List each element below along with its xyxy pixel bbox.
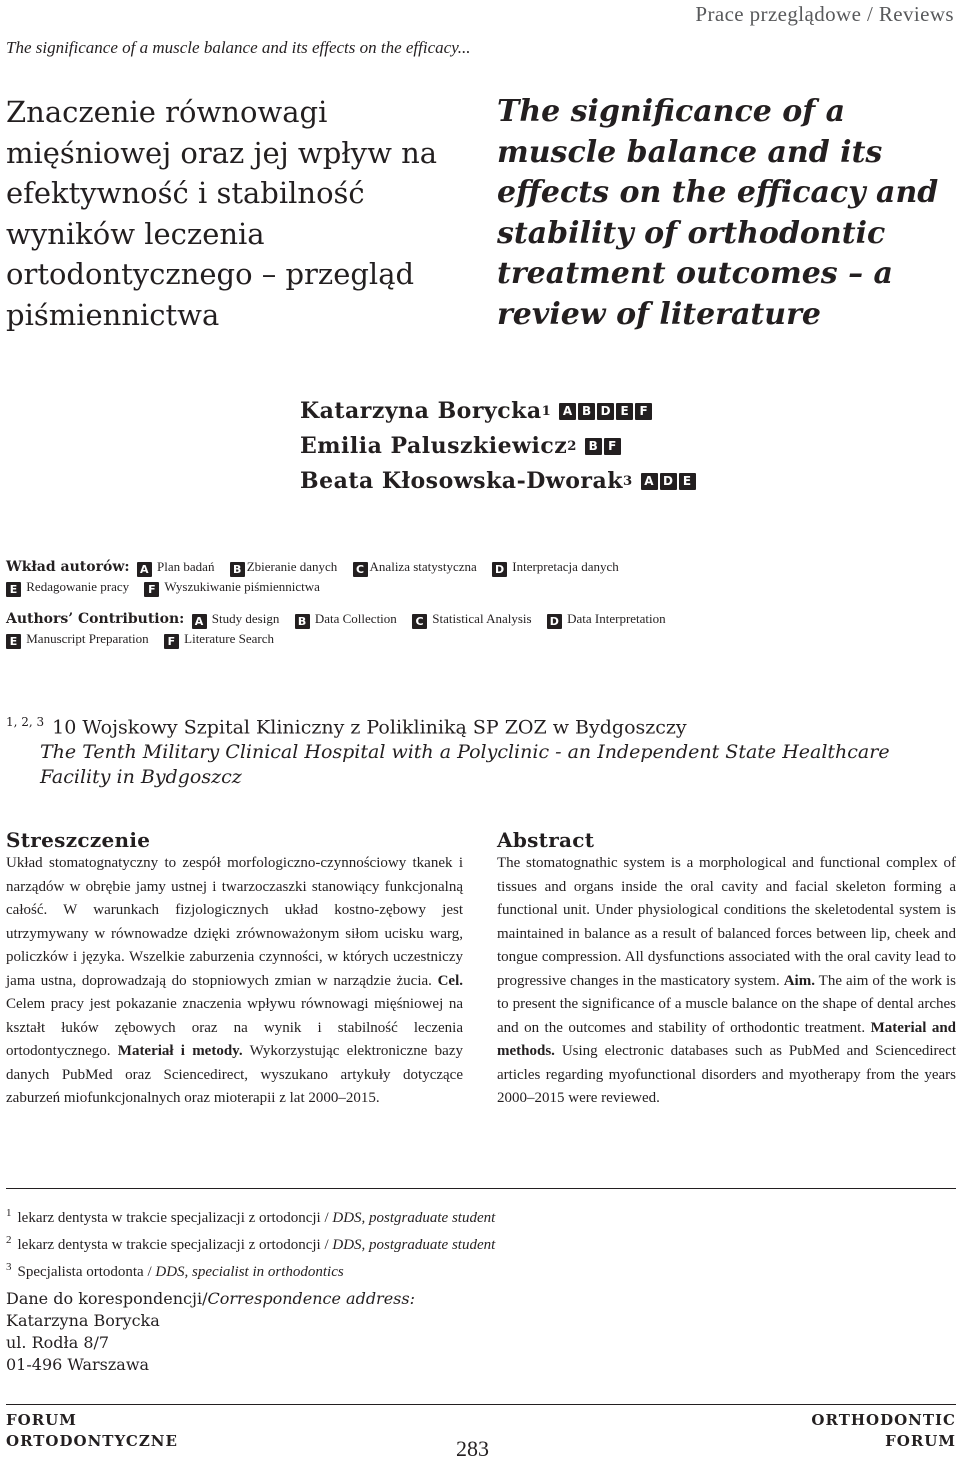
footnote-pl: lekarz dentysta w trakcie specjalizacji z ortodoncji / bbox=[17, 1210, 333, 1226]
abstract-pl-methods-label: Materiał i metody. bbox=[117, 1043, 243, 1059]
code-badge: B bbox=[585, 438, 602, 455]
footnote-en: DDS, postgraduate student bbox=[332, 1237, 496, 1253]
affiliation bbox=[6, 710, 956, 790]
code-badge: E bbox=[6, 634, 21, 649]
author-contribution-codes bbox=[559, 403, 652, 420]
footnote-pl: Specjalista ortodonta / bbox=[17, 1264, 156, 1280]
code-badge: E bbox=[679, 473, 696, 490]
correspondence bbox=[6, 1288, 415, 1376]
contribution-label: Wkład autorów: bbox=[6, 559, 130, 575]
abstract-pl bbox=[6, 828, 463, 1111]
legend-text: Study design bbox=[211, 611, 280, 626]
code-badge: E bbox=[616, 403, 633, 420]
abstract-en-body bbox=[497, 852, 956, 1111]
footnote-number: 2 bbox=[6, 1234, 12, 1246]
correspondence-label-en: Correspondence address: bbox=[207, 1289, 415, 1308]
footer-left-line: ORTODONTYCZNE bbox=[6, 1432, 178, 1450]
abstract-en-aim-label: Aim. bbox=[783, 972, 815, 989]
footnote-en: DDS, specialist in orthodontics bbox=[155, 1264, 344, 1280]
author-name: Katarzyna Borycka bbox=[300, 398, 542, 424]
legend-text: Data Interpretation bbox=[567, 611, 666, 626]
code-badge: A bbox=[192, 614, 207, 629]
section-tag: Prace przeglądowe / Reviews bbox=[695, 2, 954, 26]
code-badge: A bbox=[641, 473, 658, 490]
author-row: Emilia Paluszkiewicz 2 B F bbox=[300, 429, 696, 464]
abstract-pl-body bbox=[6, 852, 463, 1111]
code-badge: F bbox=[604, 438, 621, 455]
abstract-en-p1: The stomatognathic system is a morphological and functional complex of tissues and organs inside the oral cavity and facial skeleton forming a functional unit. Under physiological conditions the skeletodental system is maintained in balance as a result of balanced forces between lip, cheek and tongue compression. All dysfunctions associated with the oral cavity lead to progressive changes in the masticatory system. bbox=[497, 855, 956, 989]
legend-text: Interpretacja danych bbox=[512, 559, 619, 574]
footer-journal-pl bbox=[6, 1410, 178, 1452]
abstract-pl-methods: Wykorzystując elektroniczne bazy danych PubMed oraz Sciencedirect, wyszukano artykuły dotyczące zaburzeń miofunkcjonalnych oraz mioterapii z lat 2000–2015. bbox=[6, 1043, 463, 1106]
footnote-en: DDS, postgraduate student bbox=[332, 1210, 496, 1226]
code-badge: B bbox=[578, 403, 595, 420]
author-contribution-codes bbox=[641, 473, 696, 490]
code-badge: B bbox=[230, 562, 245, 577]
legend-text: Literature Search bbox=[184, 631, 275, 646]
affiliation-en: The Tenth Military Clinical Hospital with a Polyclinic - an Independent State Healthcare Facility in Bydgoszcz bbox=[40, 741, 890, 789]
code-badge: D bbox=[660, 473, 677, 490]
correspondence-label-pl: Dane do korespondencji/ bbox=[6, 1289, 208, 1308]
code-badge: D bbox=[597, 403, 614, 420]
footnote-number: 3 bbox=[6, 1261, 12, 1273]
footer-right-line: FORUM bbox=[885, 1432, 956, 1450]
code-badge: E bbox=[6, 582, 21, 597]
contribution-label: Authors’ Contribution: bbox=[6, 611, 185, 627]
footer-journal-en bbox=[811, 1410, 956, 1452]
footnote-divider bbox=[6, 1188, 956, 1189]
abstract-en-aim: The aim of the work is to present the significance of a muscle balance on the shape of dental arches and on the outcomes and stability of orthodontic treatment. bbox=[497, 972, 956, 1036]
footnote-pl: lekarz dentysta w trakcie specjalizacji z ortodoncji / bbox=[17, 1237, 333, 1253]
code-badge: F bbox=[164, 634, 179, 649]
affiliation-pl bbox=[6, 710, 956, 740]
title-polish: Znaczenie równowagi mięśniowej oraz jej wpływ na efektywność i stabilność wyników leczenia ortodontycznego – przegląd piśmiennictwa bbox=[6, 95, 438, 332]
code-badge: D bbox=[492, 562, 507, 577]
title-english: The significance of a muscle balance and its effects on the efficacy and stability of orthodontic treatment outcomes – a review of literature bbox=[497, 94, 939, 332]
abstract-en bbox=[497, 828, 956, 1111]
legend-text: Analiza statystyczna bbox=[369, 559, 477, 574]
code-badge: F bbox=[144, 582, 159, 597]
author-name: Beata Kłosowska-Dworak bbox=[300, 468, 623, 494]
affiliation-pl-text: 10 Wojskowy Szpital Kliniczny z Polikliniką SP ZOZ w Bydgoszczy bbox=[52, 716, 687, 739]
code-badge: A bbox=[559, 403, 576, 420]
footnote bbox=[6, 1256, 495, 1283]
abstract-pl-aim: Celem pracy jest pokazanie znaczenia wpływu równowagi mięśniowej na kształt łuków zębowych oraz na wynik i stabilność leczenia ortodontycznego. bbox=[6, 996, 463, 1059]
page-number: 283 bbox=[456, 1436, 489, 1461]
author-contribution-codes bbox=[585, 438, 621, 455]
abstract-pl-heading: Streszczenie bbox=[6, 828, 151, 852]
correspondence-line: Katarzyna Borycka bbox=[6, 1311, 160, 1330]
contribution-legend-pl bbox=[6, 557, 726, 597]
abstract-en-methods-label: Material and methods. bbox=[497, 1019, 957, 1059]
code-badge: C bbox=[412, 614, 427, 629]
footnote-number: 1 bbox=[6, 1207, 12, 1219]
abstract-pl-aim-label: Cel. bbox=[437, 972, 463, 989]
abstract-en-heading: Abstract bbox=[497, 828, 595, 852]
legend-text: Zbieranie danych bbox=[246, 559, 338, 574]
code-badge: C bbox=[353, 562, 368, 577]
footnotes bbox=[6, 1202, 495, 1283]
footnote bbox=[6, 1229, 495, 1256]
footer-right-line: ORTHODONTIC bbox=[811, 1411, 956, 1429]
code-badge: A bbox=[137, 562, 152, 577]
abstract-en-methods: Using electronic databases such as PubMed and Sciencedirect articles regarding myofunctional disorders and myotherapy from the years 2000–2015 were reviewed. bbox=[497, 1043, 956, 1106]
legend-text: Plan badań bbox=[157, 559, 215, 574]
contribution-legend-en bbox=[6, 609, 766, 649]
author-row: Katarzyna Borycka 1 A B D E F bbox=[300, 394, 696, 429]
author-row: Beata Kłosowska-Dworak 3 A D E bbox=[300, 464, 696, 499]
footer-left-line: FORUM bbox=[6, 1411, 77, 1429]
abstract-pl-p1: Układ stomatognatyczny to zespół morfologiczno-czynnościowy tkanek i narządów w obrębie jamy ustnej i twarzoczaszki stanowiący funkcjonalną całość. W warunkach fizjologicznych układ kostno-zębowy jest utrzymywany w równowadze dzięki zrównoważonym siłom ucisku warg, policzków i języka. Wszelkie zaburzenia czynności, w których uczestniczy jama ustna, doprowadzają do stopniowych zmian w narządzie żucia. bbox=[6, 855, 463, 989]
code-badge: D bbox=[547, 614, 562, 629]
correspondence-line: ul. Rodła 8/7 bbox=[6, 1333, 110, 1352]
correspondence-label bbox=[6, 1288, 415, 1310]
running-title: The significance of a muscle balance and its effects on the efficacy... bbox=[6, 38, 471, 57]
affiliation-sup: 1, 2, 3 bbox=[6, 715, 45, 729]
legend-text: Manuscript Preparation bbox=[26, 631, 149, 646]
code-badge: F bbox=[635, 403, 652, 420]
footnote bbox=[6, 1202, 495, 1229]
legend-text: Data Collection bbox=[314, 611, 397, 626]
authors-block bbox=[300, 394, 696, 499]
code-badge: B bbox=[295, 614, 310, 629]
author-name: Emilia Paluszkiewicz bbox=[300, 433, 568, 459]
legend-text: Statistical Analysis bbox=[432, 611, 532, 626]
legend-text: Wyszukiwanie piśmiennictwa bbox=[164, 579, 320, 594]
correspondence-line: 01-496 Warszawa bbox=[6, 1355, 150, 1374]
legend-text: Redagowanie pracy bbox=[26, 579, 130, 594]
footer-divider bbox=[6, 1404, 956, 1405]
